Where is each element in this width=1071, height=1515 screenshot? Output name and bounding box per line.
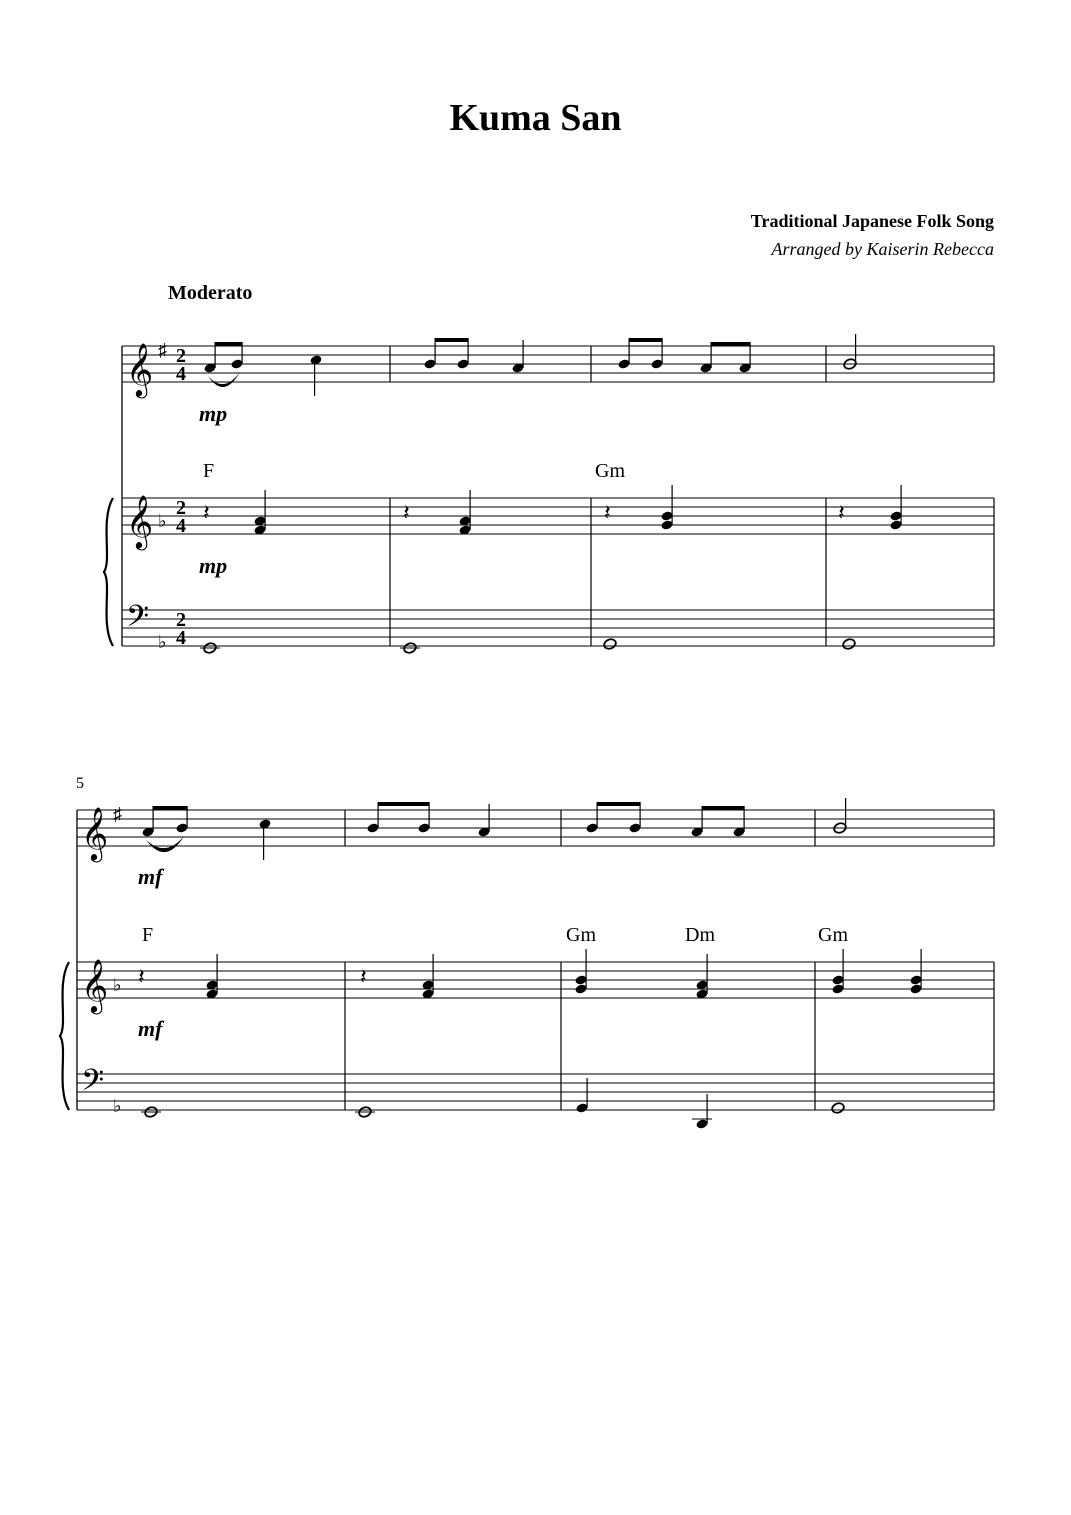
sharp-icon: ♯ bbox=[158, 340, 167, 360]
system-1 bbox=[104, 346, 994, 646]
chord-symbol: Gm bbox=[818, 924, 848, 946]
svg-text:𝄽: 𝄽 bbox=[838, 500, 845, 525]
piano-brace bbox=[60, 962, 69, 1110]
svg-text:𝄽: 𝄽 bbox=[203, 500, 210, 525]
tempo-marking: Moderato bbox=[168, 282, 253, 304]
flat-icon: ♭ bbox=[158, 632, 167, 652]
melody-measure-5 bbox=[141, 806, 271, 860]
piano-brace bbox=[104, 498, 113, 646]
svg-text:𝄽: 𝄽 bbox=[138, 964, 145, 989]
system-2 bbox=[60, 810, 994, 1110]
piano-treble-measures-5-8 bbox=[138, 949, 923, 1000]
svg-text:4: 4 bbox=[176, 627, 186, 649]
treble-clef-icon: 𝄞 bbox=[81, 960, 109, 1011]
svg-text:2: 2 bbox=[176, 497, 186, 519]
piano-bass-staff-lines bbox=[122, 610, 994, 646]
arranger-credit: Arranged by Kaiserin Rebecca bbox=[771, 239, 994, 259]
melody-measure-1 bbox=[203, 342, 322, 396]
melody-measure-3 bbox=[617, 338, 751, 374]
piano-treble-measures-1-4 bbox=[203, 485, 903, 536]
melody-measure-8 bbox=[833, 798, 847, 834]
sharp-icon: ♯ bbox=[113, 804, 122, 824]
melody-dynamic-marking: mp bbox=[199, 401, 228, 426]
flat-icon: ♭ bbox=[113, 1096, 122, 1116]
chord-symbol: F bbox=[142, 924, 154, 946]
melody-measure-4 bbox=[843, 334, 857, 370]
bass-clef-icon: 𝄢 bbox=[81, 1064, 105, 1104]
svg-text:𝄽: 𝄽 bbox=[403, 500, 410, 525]
svg-text:𝄽: 𝄽 bbox=[360, 964, 367, 989]
svg-text:4: 4 bbox=[176, 515, 186, 537]
flat-icon: ♭ bbox=[113, 975, 122, 995]
piano-bass-measures-5-8 bbox=[141, 1078, 845, 1130]
bass-clef-icon: 𝄢 bbox=[126, 600, 150, 640]
svg-text:4: 4 bbox=[176, 363, 186, 385]
melody-dynamic-marking: mf bbox=[138, 864, 163, 889]
chord-symbol: Dm bbox=[685, 924, 715, 946]
melody-staff-lines bbox=[122, 346, 994, 382]
flat-icon: ♭ bbox=[158, 511, 167, 531]
treble-clef-icon: 𝄞 bbox=[126, 344, 154, 395]
score-title: Kuma San bbox=[449, 97, 622, 139]
svg-text:2: 2 bbox=[176, 345, 186, 367]
melody-measure-2 bbox=[423, 338, 524, 374]
measure-number: 5 bbox=[76, 775, 84, 792]
melody-measure-7 bbox=[585, 802, 745, 838]
melody-staff-lines bbox=[77, 810, 994, 846]
piano-dynamic-marking: mp bbox=[199, 553, 228, 578]
chord-symbol: Gm bbox=[595, 460, 625, 482]
piano-dynamic-marking: mf bbox=[138, 1016, 163, 1041]
melody-measure-6 bbox=[366, 802, 490, 838]
composer-credit: Traditional Japanese Folk Song bbox=[750, 211, 994, 231]
svg-text:2: 2 bbox=[176, 609, 186, 631]
treble-clef-icon: 𝄞 bbox=[81, 808, 109, 859]
piano-barlines bbox=[345, 962, 994, 1110]
chord-symbol: Gm bbox=[566, 924, 596, 946]
piano-bass-staff-lines bbox=[77, 1074, 994, 1110]
treble-clef-icon: 𝄞 bbox=[126, 496, 154, 547]
svg-text:𝄽: 𝄽 bbox=[604, 500, 611, 525]
time-signature bbox=[176, 345, 186, 649]
chord-symbol: F bbox=[203, 460, 215, 482]
piano-barlines bbox=[390, 498, 994, 646]
piano-treble-staff-lines bbox=[122, 498, 994, 534]
